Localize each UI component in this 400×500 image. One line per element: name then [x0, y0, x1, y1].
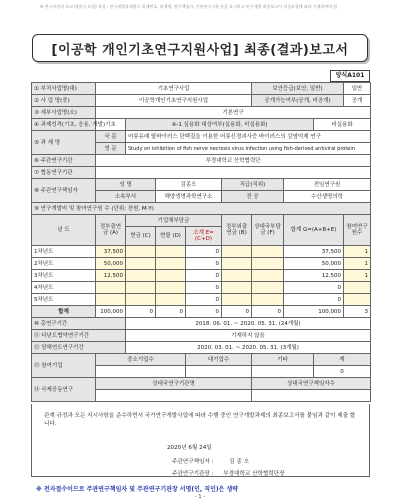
label-pi-position: 직급(직위) [222, 179, 284, 191]
intl-h2: 상대국연구책임자수 [252, 378, 371, 390]
partner-h2: 대기업수 [186, 354, 252, 366]
value-current-period: 2020. 03. 01. ~ 2020. 05. 31. (3개월) [126, 342, 371, 354]
signature-head-value: 부경대학교 산학협력단장 [223, 471, 285, 477]
label-host-org: ⑥ 주관연구기관 [32, 155, 96, 167]
budget-row [32, 270, 371, 282]
value-sub-project: 기본연구 [96, 107, 371, 119]
sum-kind: 0 [156, 306, 186, 318]
sum-cash: 0 [126, 306, 156, 318]
label-title: ⑤ 과 제 명 [32, 131, 96, 155]
budget-people [344, 294, 371, 306]
partner-v2 [186, 366, 252, 378]
partner-v1 [96, 366, 186, 378]
budget-sub: 0 [186, 282, 222, 294]
budget-people: 1 [344, 258, 371, 270]
label-pi: ⑧ 주관연구책임자 [32, 179, 96, 203]
col-total: 합계 G=(A+B+E) [284, 215, 344, 246]
budget-total: 0 [284, 282, 344, 294]
page-number: - 1 - [195, 494, 205, 500]
budget-sub: 0 [186, 294, 222, 306]
budget-people [344, 282, 371, 294]
partner-h3: 기타 [252, 354, 314, 366]
budget-year: 5차년도 [32, 294, 96, 306]
tag-english: 영 문 [96, 143, 126, 155]
value-host-org: 부경대학교 산학협력단 [96, 155, 371, 167]
value-pi-dept: 해양생명과학연구소 [156, 191, 222, 203]
budget-header: ⑨ 연구개발비 및 참여연구원 수 (단위: 천원, M·Y) [32, 203, 371, 215]
budget-sub: 0 [186, 270, 222, 282]
budget-sub: 0 [186, 258, 222, 270]
label-program: ① 부처사업명(대) [32, 83, 96, 95]
budget-local [222, 270, 252, 282]
label-character: ④ 과제성격(기초, 응용, 개발) [32, 119, 96, 131]
budget-people: 1 [344, 246, 371, 258]
label-project-name: ② 사 업 명(중) [32, 95, 96, 107]
value-character: 기초 [96, 119, 126, 131]
budget-gov [96, 282, 126, 294]
budget-cash [126, 294, 156, 306]
signature-head [172, 470, 285, 478]
budget-local [222, 294, 252, 306]
budget-sum-row [32, 306, 371, 318]
label-intl: ⑭ 국제공동연구 [32, 378, 96, 402]
label-pi-name: 성 명 [96, 179, 156, 191]
col-cash: 현금 (C) [126, 227, 156, 246]
budget-cash [126, 246, 156, 258]
budget-sub: 0 [186, 246, 222, 258]
label-current-period: ⑫ 당해연도연구기간 [32, 342, 126, 354]
header-note: ※ 연구비관리 보고서(별지 포함) 작성 : 연구개발과제별로 과제번호, 과제명, 연구책임자, 주관연구기관 등을 표기하고 연구개발 최종보고서 작성요령에 따라 기재하여야 함 [40, 4, 338, 9]
intl-v1 [96, 390, 252, 402]
value-pi-position: 전임연구원 [284, 179, 371, 191]
label-pi-dept: 소속부서 [96, 191, 156, 203]
intl-v2 [252, 390, 371, 402]
budget-total: 50,000 [284, 258, 344, 270]
value-program: 기초연구사업 [96, 83, 252, 95]
budget-gov [96, 294, 126, 306]
label-security: 보안등급(보안, 일반) [252, 83, 344, 95]
budget-etc [252, 294, 284, 306]
budget-local [222, 246, 252, 258]
label-pi-major: 전 공 [222, 191, 284, 203]
budget-kind [156, 282, 186, 294]
col-year: 년 도 [32, 215, 96, 246]
budget-row [32, 282, 371, 294]
partner-v3 [252, 366, 314, 378]
col-subtotal: 소계 E=(C+D) [186, 227, 222, 246]
sum-etc: 0 [252, 306, 284, 318]
signature-pi-label: 주관연구책임자 : [172, 459, 214, 465]
label-coop-org: ⑦ 협동연구기관 [32, 167, 96, 179]
value-pi-major: 수산생명의학 [284, 191, 371, 203]
sum-local: 0 [222, 306, 252, 318]
col-etc: 상대국부담금 (F) [252, 215, 284, 246]
col-local: 정부외출연금 (B) [222, 215, 252, 246]
budget-kind [156, 246, 186, 258]
col-company: 기업체부담금 [126, 215, 222, 227]
value-commercial: 비실용화 [314, 119, 371, 131]
value-multi-period: 기재하지 않음 [126, 330, 371, 342]
sum-sub: 0 [186, 306, 222, 318]
sum-people: 3 [344, 306, 371, 318]
value-total-period: 2018. 06. 01. ~ 2020. 05. 31. (24개월) [126, 318, 371, 330]
budget-kind [156, 258, 186, 270]
budget-total: 0 [284, 294, 344, 306]
signature-pi [172, 458, 249, 466]
budget-row [32, 246, 371, 258]
budget-gov: 50,000 [96, 258, 126, 270]
label-sub-project: ③ 세부사업명(소) [32, 107, 96, 119]
value-pi-name: 김종오 [156, 179, 222, 191]
budget-etc [252, 246, 284, 258]
budget-local [222, 258, 252, 270]
title-korean: 어류유래 탈바이러스 단백질을 이용한 어류신경괴사증 바이러스의 감염억제 연구 [126, 131, 371, 143]
budget-people: 1 [344, 270, 371, 282]
signature-pi-value: 김 종 오 [229, 459, 250, 465]
budget-kind [156, 294, 186, 306]
budget-row [32, 294, 371, 306]
statement-box [31, 404, 370, 477]
budget-year: 3차년도 [32, 270, 96, 282]
budget-total: 37,500 [284, 246, 344, 258]
budget-cash [126, 258, 156, 270]
report-form [31, 70, 370, 402]
budget-local [222, 282, 252, 294]
sum-total: 100,000 [284, 306, 344, 318]
label-partner: ⑬ 참여기업 [32, 354, 96, 378]
budget-year: 4차년도 [32, 282, 96, 294]
footnote: ※ 전자접수이므로 주관연구책임자 및 주관연구기관장 서명(인, 직인)은 생략 [36, 486, 239, 493]
label-multi-period: ⑪ 다년도협약연구기간 [32, 330, 126, 342]
partner-h4: 계 [314, 354, 371, 366]
sum-label: 합계 [32, 306, 96, 318]
budget-cash [126, 282, 156, 294]
form-number: 양식A101 [330, 70, 370, 82]
value-coop-org [96, 167, 371, 179]
col-people: 참여연구원수 [344, 215, 371, 246]
budget-gov: 12,500 [96, 270, 126, 282]
signature-head-label: 주관연구기관장 : [172, 471, 214, 477]
submit-date: 2020년 6월 24일 [167, 445, 212, 451]
intl-h1: 상대국연구기관명 [96, 378, 252, 390]
label-commercial: ④-1 실용화 대상여부(실용화, 비실용화) [126, 119, 314, 131]
page-title: [이공학 개인기초연구지원사업] 최종(결과)보고서 [32, 34, 368, 62]
budget-gov: 37,500 [96, 246, 126, 258]
budget-total: 12,500 [284, 270, 344, 282]
value-security: 일반 [344, 83, 371, 95]
col-gov: 정부출연금 (A) [96, 215, 126, 246]
budget-row [32, 258, 371, 270]
col-kind: 현물 (D) [156, 227, 186, 246]
info-table [31, 82, 371, 402]
label-total-period: ⑩ 총연구기간 [32, 318, 126, 330]
title-english: Study on inhibition of fish nerve necrosis virus infection using fish-derived antiviral protein [126, 143, 371, 155]
tag-korean: 국 문 [96, 131, 126, 143]
budget-etc [252, 258, 284, 270]
value-disclosure: 공개 [344, 95, 371, 107]
partner-h1: 중소기업수 [96, 354, 186, 366]
value-project-name: 이공학개인기초연구지원사업 [96, 95, 252, 107]
partner-v4: 0 [314, 366, 371, 378]
label-disclosure: 공개가능여부(공개, 비공개) [252, 95, 344, 107]
budget-etc [252, 282, 284, 294]
budget-etc [252, 270, 284, 282]
budget-year: 1차년도 [32, 246, 96, 258]
budget-year: 2차년도 [32, 258, 96, 270]
budget-cash [126, 270, 156, 282]
budget-kind [156, 270, 186, 282]
sum-gov: 100,000 [96, 306, 126, 318]
statement-text: 관계 규정과 모든 지시사항을 준수하면서 국가연구개발사업에 따라 수행 중인 연구개발과제의 최종보고서를 붙임과 같이 제출 합니다. [44, 413, 356, 427]
